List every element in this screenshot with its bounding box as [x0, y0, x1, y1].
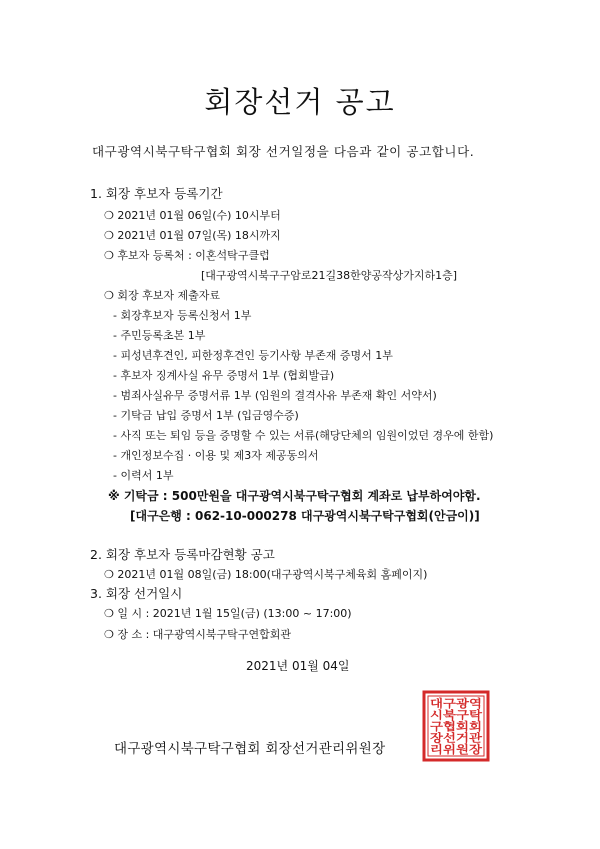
section3-heading: 3. 회장 선거일시	[90, 586, 183, 601]
signer-name: 대구광역시북구탁구협회 회장선거관리위원장	[114, 741, 386, 757]
docs-heading: ❍ 회장 후보자 제출자료	[104, 289, 220, 302]
election-when: ❍ 일 시 : 2021년 1월 15일(금) (13:00 ~ 17:00)	[104, 607, 352, 620]
official-seal-icon	[422, 690, 490, 762]
seal-text-row: 장선거관	[430, 731, 473, 745]
seal-text-row: 대구광역	[430, 697, 473, 710]
deadline-detail: ❍ 2021년 01월 08일(금) 18:00(대구광역시북구체육회 홈페이지)	[104, 568, 428, 581]
intro-text: 대구광역시북구탁구협회 회장 선거일정을 다음과 같이 공고합니다.	[92, 144, 475, 159]
seal-text-row: 리위원장	[430, 743, 473, 756]
period-start: ❍ 2021년 01월 06일(수) 10시부터	[104, 209, 281, 222]
election-where: ❍ 장 소 : 대구광역시북구탁구연합회관	[104, 628, 291, 641]
doc-item: - 피성년후견인, 피한정후견인 등기사항 부존재 증명서 1부	[113, 349, 393, 362]
doc-item: - 범죄사실유무 증명서류 1부 (임원의 결격사유 부존재 확인 서약서)	[113, 389, 437, 402]
notice-date: 2021년 01월 04일	[246, 659, 350, 673]
registration-place: ❍ 후보자 등록처 : 이혼석탁구클럽	[104, 249, 270, 262]
doc-item: - 기탁금 납입 증명서 1부 (입금영수증)	[113, 409, 299, 422]
page-title: 회장선거 공고	[204, 85, 396, 119]
doc-item: - 후보자 징계사실 유무 증명서 1부 (협회발급)	[113, 369, 335, 382]
section1-heading: 1. 회장 후보자 등록기간	[90, 186, 223, 201]
period-end: ❍ 2021년 01월 07일(목) 18시까지	[104, 229, 281, 242]
section2-heading: 2. 회장 후보자 등록마감현황 공고	[90, 547, 275, 562]
deposit-note: ※ 기탁금 : 500만원을 대구광역시북구탁구협회 계좌로 납부하여야함.	[108, 489, 481, 503]
doc-item: - 이력서 1부	[113, 469, 174, 482]
doc-item: - 사직 또는 퇴임 등을 증명할 수 있는 서류(해당단체의 임원이었던 경우에 한함)	[113, 429, 494, 442]
doc-item: - 개인정보수집 · 이용 및 제3자 제공동의서	[113, 449, 319, 462]
registration-address: [대구광역시북구구암로21길38한양공작상가지하1층]	[201, 269, 458, 282]
doc-item: - 회장후보자 등록신청서 1부	[113, 309, 252, 322]
doc-item: - 주민등록초본 1부	[113, 329, 206, 342]
seal-text-row: 구협회회	[430, 720, 473, 733]
bank-info: [대구은행 : 062-10-000278 대구광역시북구탁구협회(안금이)]	[130, 509, 480, 523]
seal-text-row: 시북구탁	[430, 708, 473, 722]
